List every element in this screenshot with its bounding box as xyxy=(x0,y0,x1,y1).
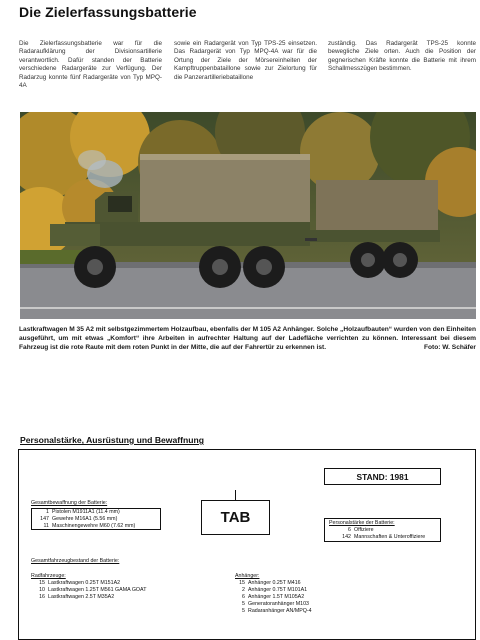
vehicles-title: Radfahrzeuge: xyxy=(31,573,66,579)
list-item: 5 Generatoranhänger M103 xyxy=(242,601,309,607)
list-item: 16 Lastkraftwagen 2.5T M35A2 xyxy=(39,594,115,600)
weapons-list xyxy=(37,509,135,530)
trailers-title: Anhänger: xyxy=(235,573,260,579)
list-item: 1 Pistolen M1911A1 (11.4 mm) xyxy=(46,509,120,515)
intro-column-2: sowie ein Radargerät von Typ TPS-25 einsetzen. Das Radargerät von Typ MPQ-4A war für die Ortung der Ziele der Mörsereinheiten der Kampftruppenbataillone sowie zur Zielortung für die Panzerartilleriebataillone xyxy=(174,40,317,81)
personnel-title: Personalstärke der Batterie: xyxy=(329,520,395,526)
list-item: 5 Radaranhänger AN/MPQ-4 xyxy=(242,608,312,614)
list-item: 147 Gewehre M16A1 (5.56 mm) xyxy=(40,516,118,522)
org-chart xyxy=(18,449,476,640)
list-item: 15 Lastkraftwagen 0.25T M151A2 xyxy=(39,580,121,586)
tab-connector xyxy=(235,490,236,500)
trailers-list xyxy=(233,580,312,615)
intro-column-1: Die Zielerfassungsbatterie war für die Radaraufklärung der Divisionsartillerie verantwortlich. Dafür standen der Batterie verschiedene Radargeräte zur Verfügung. Der Radarzug konnte fünf Radargeräte von Typ MPQ-4A xyxy=(19,40,162,90)
vehicle-total-title: Gesamtfahrzeugbestand der Batterie: xyxy=(31,558,120,564)
personnel-list xyxy=(339,527,425,541)
page-title: Die Zielerfassungsbatterie xyxy=(19,4,197,20)
truck-photo xyxy=(20,112,476,319)
section-title: Personalstärke, Ausrüstung und Bewaffnung xyxy=(20,435,204,445)
list-item: 11 Maschinengewehre M60 (7.62 mm) xyxy=(43,523,136,529)
unit-box: TAB xyxy=(201,500,270,535)
list-item: 15 Anhänger 0.25T M416 xyxy=(239,580,301,586)
weapons-title: Gesamtbewaffnung der Batterie: xyxy=(31,500,108,506)
stand-label: STAND: 1981 xyxy=(324,468,441,485)
list-item: 2 Anhänger 0.75T M101A1 xyxy=(242,587,308,593)
photo-caption xyxy=(19,325,476,352)
vehicles-list xyxy=(33,580,146,601)
list-item: 142 Mannschaften & Unteroffiziere xyxy=(342,534,426,540)
list-item: 6 Anhänger 1.5T M105A2 xyxy=(242,594,305,600)
intro-column-3: zuständig. Das Radargerät TPS-25 konnte bewegliche Ziele orten. Auch die Position der gegnerischen Kräfte konnte die Batterie mit ihrem Schallmesszügen bestimmen. xyxy=(328,40,476,73)
list-item: 6 Offiziere xyxy=(348,527,374,533)
photo-credit: Foto: W. Schäfer xyxy=(423,344,476,351)
caption-text: Lastkraftwagen M 35 A2 mit selbstgezimmertem Holzaufbau, ebenfalls der M 105 A2 Anhänger. Solche „Holzaufbauten“ wurden von den Einheiten ausgeführt, um mit etwas „Komfort“ ihre Arbeiten in aufrechter Haltung auf der Ladefläche verrichten zu können. Interessant bei diesem Fahrzeug ist die rote Raute mit dem roten Punkt in der Mitte, die auf der Fahrertür zu erkennen ist. xyxy=(19,326,476,351)
list-item: 10 Lastkraftwagen 1.25T M561 GAMA GOAT xyxy=(39,587,147,593)
